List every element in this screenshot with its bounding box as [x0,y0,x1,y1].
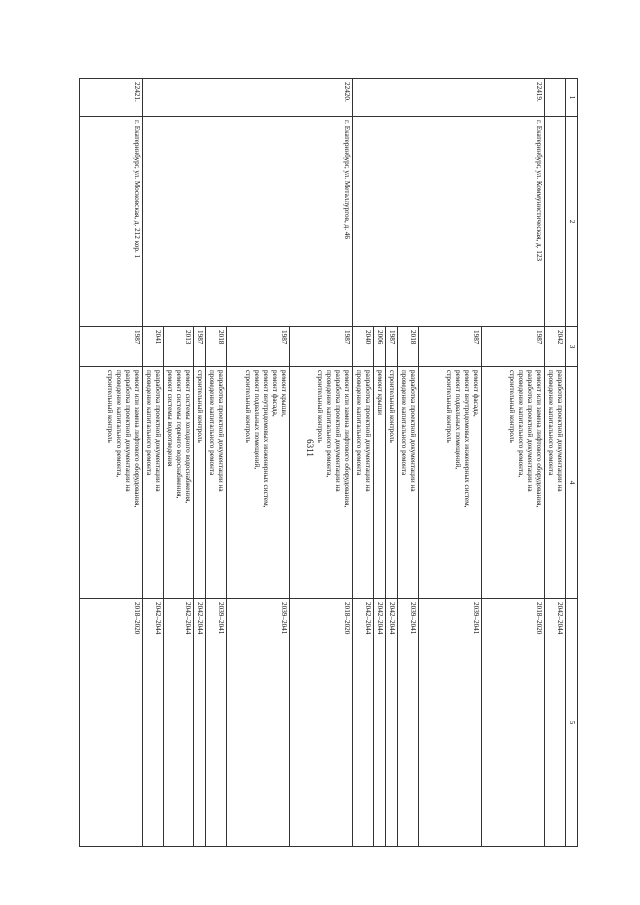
work-cell [80,367,143,599]
table-body [80,79,566,847]
work-cell [398,367,419,599]
year-cell: 2041 [143,327,164,367]
work-line: разработка проектной документации на [364,370,372,492]
work-line: ремонт системы водоотведения [166,370,174,467]
row-number-cell: 22421. [80,79,143,117]
work-line: ремонт крыши, [280,370,288,417]
work-line: ремонт или замена лифтового оборудования, [133,370,141,508]
year-cell: 1987 [386,327,398,367]
work-line: разработка проектной документации на [526,370,534,492]
period-cell: 2042–2044 [374,599,386,847]
work-line: разработка проектной документации на [124,370,132,492]
work-line: проведение капитального ремонта [400,370,408,476]
work-line: ремонт или замена лифтового оборудования, [343,370,351,508]
work-line: проведение капитального ремонта [208,370,216,476]
period-cell: 2042–2044 [353,599,374,847]
work-line: проведение капитального ремонта, [325,370,333,478]
row-number-cell [545,79,566,117]
work-line: разработка проектной документации на [334,370,342,492]
address-cell: г. Екатеринбург, ул. Московская, д. 212 кор. 1 [80,117,143,327]
header-cell: 2 [566,117,578,327]
work-line: проведение капитального ремонта [145,370,153,476]
table-row [290,79,353,847]
work-line: строительный контроль [196,370,204,443]
address-cell: г. Екатеринбург, ул. Металлургов, д. 46 [143,117,353,327]
work-cell [164,367,194,599]
work-line: разработка проектной документации на [217,370,225,492]
table-row [545,79,566,847]
period-cell: 2042–2044 [194,599,206,847]
period-cell: 2039–2041 [419,599,482,847]
work-line: ремонт подвальных помещений, [454,370,462,470]
work-line: строительный контроль [388,370,396,443]
work-line: проведение капитального ремонта, [115,370,123,478]
year-cell: 1987 [482,327,545,367]
work-cell [194,367,206,599]
work-line: ремонт фасада, [472,370,480,417]
table-row [80,79,143,847]
work-line: проведение капитального ремонта [547,370,555,476]
year-cell: 2040 [353,327,374,367]
work-line: ремонт или замена лифтового оборудования, [535,370,543,508]
period-cell: 2039–2041 [227,599,290,847]
work-line: строительный контроль [445,370,453,443]
work-cell [353,367,374,599]
address-cell: г. Екатеринбург, ул. Коммунистическая, д. 123 [353,117,545,327]
work-cell [545,367,566,599]
work-line: проведение капитального ремонта [355,370,363,476]
work-line: строительный контроль [106,370,114,443]
repair-schedule-table [79,78,578,847]
work-line: ремонт внутридомовых инженерных систем, [262,370,270,508]
header-cell: 4 [566,367,578,599]
period-cell: 2018–2020 [290,599,353,847]
header-cell: 5 [566,599,578,847]
period-cell: 2039–2041 [398,599,419,847]
work-cell [227,367,290,599]
period-cell: 2042–2044 [164,599,194,847]
year-cell: 1987 [194,327,206,367]
year-cell: 2006 [374,327,386,367]
work-line: строительный контроль [244,370,252,443]
work-line: строительный контроль [316,370,324,443]
work-line: ремонт системы горячего водоснабжения, [175,370,183,499]
work-line: ремонт крыши [376,370,384,416]
year-cell: 1987 [290,327,353,367]
rotated-table-container [81,78,578,846]
work-line: разработка проектной документации на [409,370,417,492]
work-cell [386,367,398,599]
year-cell: 1987 [227,327,290,367]
work-line: проведение капитального ремонта, [517,370,525,478]
work-cell [206,367,227,599]
period-cell: 2042–2044 [143,599,164,847]
year-cell: 2018 [398,327,419,367]
work-cell [374,367,386,599]
period-cell: 2042–2044 [545,599,566,847]
work-line: ремонт фасада, [271,370,279,417]
period-cell: 2018–2020 [482,599,545,847]
work-cell [290,367,353,599]
work-line: разработка проектной документации на [154,370,162,492]
work-cell [143,367,164,599]
work-line: ремонт подвальных помещений, [253,370,261,470]
address-cell [545,117,566,327]
header-cell: 1 [566,79,578,117]
work-line: ремонт системы холодного водоснабжения, [184,370,192,504]
year-cell: 2013 [164,327,194,367]
page-number: 6311 [305,439,315,457]
row-number-cell: 22420. [143,79,353,117]
period-cell: 2042–2044 [386,599,398,847]
work-line: строительный контроль [508,370,516,443]
work-line: ремонт внутридомовых инженерных систем, [463,370,471,508]
work-cell [482,367,545,599]
table-row [482,79,545,847]
period-cell: 2039–2041 [206,599,227,847]
work-line: разработка проектной документации на [556,370,564,492]
year-cell: 1987 [80,327,143,367]
year-cell: 2018 [206,327,227,367]
period-cell: 2018–2020 [80,599,143,847]
table-header-row [566,79,578,847]
year-cell: 2042 [545,327,566,367]
work-cell [419,367,482,599]
header-cell: 3 [566,327,578,367]
year-cell: 1987 [419,327,482,367]
row-number-cell: 22419. [353,79,545,117]
